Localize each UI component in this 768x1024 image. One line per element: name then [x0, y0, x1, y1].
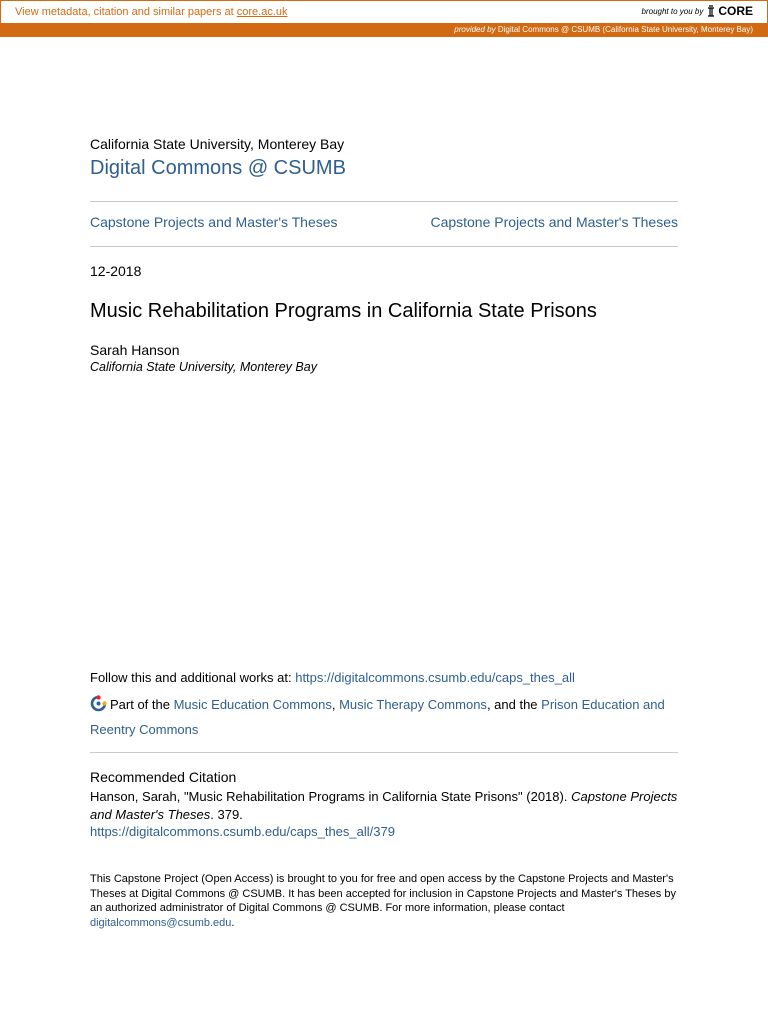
prison-education-commons-link[interactable]: Prison Education and Reentry Commons	[90, 697, 665, 737]
brought-to-you-by	[642, 4, 754, 18]
core-logo-text: CORE	[718, 4, 753, 18]
collection-link-right[interactable]: Capstone Projects and Master's Theses	[430, 214, 678, 230]
follow-line	[90, 670, 678, 685]
divider	[90, 752, 678, 753]
brought-text: brought to you by	[641, 6, 704, 16]
access-notice	[90, 872, 678, 930]
part-of-commons	[90, 694, 678, 741]
university-name: California State University, Monterey Bay	[90, 136, 345, 152]
citation-number: . 379.	[210, 806, 243, 822]
provided-by-bar	[0, 24, 768, 37]
author-name: Sarah Hanson	[90, 342, 180, 358]
core-logo[interactable]	[706, 4, 753, 18]
contact-email-link[interactable]: digitalcommons@csumb.edu	[90, 916, 232, 929]
provided-by-text: provided by Digital Commons @ CSUMB (California State University, Monterey Bay)	[454, 25, 753, 34]
recommended-citation-heading: Recommended Citation	[90, 769, 237, 785]
repository-link[interactable]: Digital Commons @ CSUMB	[90, 157, 346, 179]
author-affiliation: California State University, Monterey Bay	[90, 360, 317, 374]
separator: ,	[331, 697, 340, 712]
divider	[90, 201, 678, 202]
follow-url-link[interactable]: https://digitalcommons.csumb.edu/caps_thes_all	[295, 670, 575, 685]
citation-journal: Capstone Projects and Master's Theses	[90, 789, 678, 822]
collection-link-left[interactable]: Capstone Projects and Master's Theses	[90, 214, 338, 230]
citation-text	[90, 788, 678, 841]
paper-title: Music Rehabilitation Programs in California State Prisons	[90, 300, 597, 322]
core-logo-icon	[706, 5, 716, 18]
music-therapy-commons-link[interactable]: Music Therapy Commons	[339, 697, 487, 712]
notice-end: .	[231, 916, 235, 929]
follow-label: Follow this and additional works at:	[90, 670, 296, 685]
publication-date: 12-2018	[90, 263, 142, 279]
music-education-commons-link[interactable]: Music Education Commons	[173, 697, 332, 712]
notice-text: This Capstone Project (Open Access) is brought to you for free and open access by the Capstone Projects and Master's Theses at Digital Commons @ CSUMB. It has been accepted for inclusion in Capstone Projects and Master's Theses by an authorized administrator of Digital Commons @ CSUMB. For more information, please contact	[90, 873, 676, 914]
divider	[90, 246, 678, 247]
citation-body: Hanson, Sarah, "Music Rehabilitation Programs in California State Prisons" (2018).	[90, 789, 572, 804]
core-banner	[0, 0, 768, 24]
core-ac-uk-link[interactable]: core.ac.uk	[236, 6, 288, 18]
network-icon	[90, 695, 107, 719]
separator: , and the	[486, 697, 542, 712]
part-of-prefix: Part of the	[110, 697, 174, 712]
citation-url-link[interactable]: https://digitalcommons.csumb.edu/caps_thes_all/379	[90, 824, 395, 839]
core-metadata-text: View metadata, citation and similar papers at core.ac.uk	[15, 6, 288, 18]
